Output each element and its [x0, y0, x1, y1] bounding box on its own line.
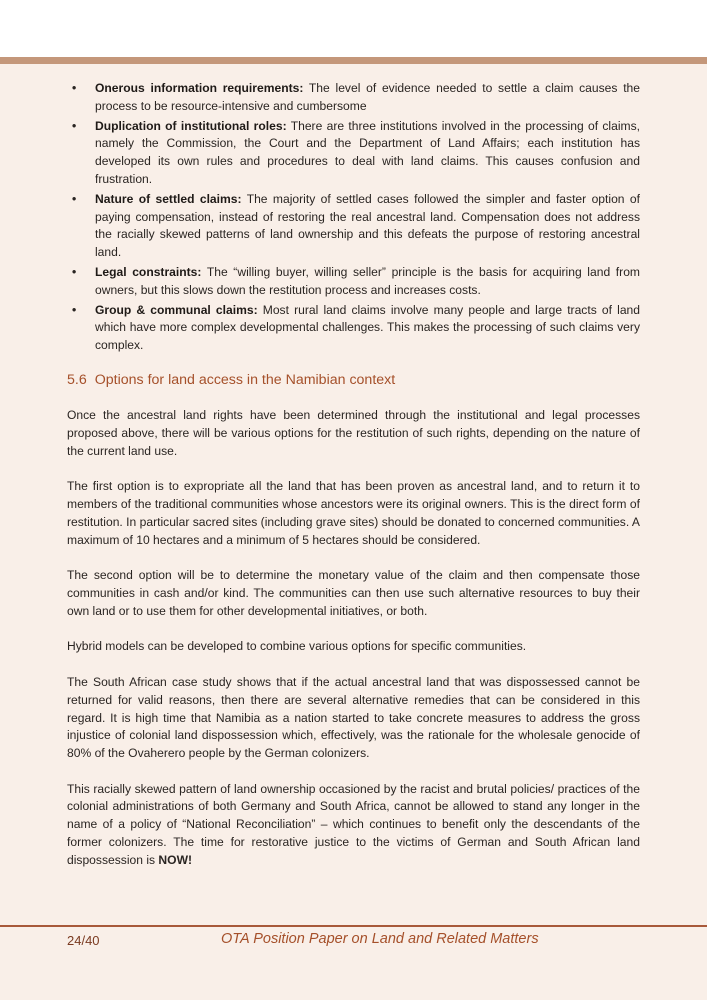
section-heading [67, 370, 640, 390]
bullet-text: The “willing buyer, willing seller” principle is the basis for acquiring land from owners, but this slows down the restitution process and increases costs. [95, 264, 640, 297]
bullet-title: Group & communal claims: [95, 302, 258, 317]
final-emphasis: NOW! [158, 852, 193, 867]
paragraph: The first option is to expropriate all the land that has been proven as ancestral land, and to return it to members of the traditional communities whose ancestors were its original owners. This is the direct form of restitution. In particular sacred sites (including grave sites) should be donated to concerned communities. A maximum of 10 hectares and a minimum of 5 hectares should be considered. [67, 479, 640, 547]
footer-title: OTA Position Paper on Land and Related Matters [221, 931, 539, 947]
challenges-list [67, 80, 640, 355]
bullet-icon: • [72, 264, 77, 279]
page-top-margin [0, 0, 707, 57]
list-item [67, 302, 640, 355]
bullet-icon: • [72, 118, 77, 133]
bullet-icon: • [72, 302, 77, 317]
header-band [0, 57, 707, 64]
bullet-title: Legal constraints: [95, 264, 202, 279]
section-number: 5.6 [67, 371, 87, 388]
paragraph: Hybrid models can be developed to combine various options for specific communities. [67, 639, 527, 654]
list-item [67, 80, 640, 116]
bullet-text: There are three institutions involved in the processing of claims, namely the Commission, the Court and the Department of Land Affairs; each institution has developed its own rules and procedures to deal with land claims. This causes confusion and frustration. [95, 118, 640, 186]
bullet-text: Most rural land claims involve many people and large tracts of land which have more complex developmental challenges. This makes the processing of such claims very complex. [95, 302, 640, 353]
paragraph: Once the ancestral land rights have been determined through the institutional and legal processes proposed above, there will be various options for the restitution of such rights, depending on the nature of the current land use. [67, 407, 640, 458]
final-paragraph-text: This racially skewed pattern of land ownership occasioned by the racist and brutal policies/ practices of the colonial administrations of both Germany and South Africa, cannot be allowed to stand any longer in the name of a policy of “National Reconciliation” – which continues to benefit only the descendants of the former colonizers. The time for restorative justice to the victims of German and South African land dispossession is [67, 781, 640, 867]
footer-rule [0, 925, 707, 927]
bullet-icon: • [72, 81, 77, 95]
bullet-text: The level of evidence needed to settle a claim causes the process to be resource-intensive and cumbersome [95, 81, 641, 113]
bullet-title: Duplication of institutional roles: [95, 118, 287, 133]
bullet-icon: • [72, 191, 77, 206]
bullet-title: Nature of settled claims: [95, 191, 242, 206]
bullet-title: Onerous information requirements: [95, 81, 304, 95]
final-paragraph [67, 781, 640, 870]
paragraph: The South African case study shows that if the actual ancestral land that was dispossessed cannot be returned for valid reasons, then there are several alternative remedies that can be considered in this regard. It is high time that Namibia as a nation started to take concrete measures to address the gross injustice of colonial land dispossession which, effectively, was the rationale for the wholesale genocide of 80% of the Ovaherero people by the German colonizers. [67, 674, 640, 761]
paragraph: The second option will be to determine the monetary value of the claim and then compensate those communities in cash and/or kind. The communities can then use such alternative resources to buy their own land or to use them for other developmental initiatives, or both. [67, 568, 640, 618]
document-body [67, 80, 640, 887]
list-item [67, 118, 640, 189]
list-item [67, 191, 640, 262]
page-number: 24/40 [67, 933, 100, 948]
bullet-text: The majority of settled cases followed the simpler and faster option of paying compensation, instead of restoring the real ancestral land. Compensation does not address the racially skewed patterns of land ownership and this defeats the purpose of restoring ancestral land. [95, 191, 640, 260]
list-item [67, 264, 640, 300]
section-title: Options for land access in the Namibian context [94, 371, 396, 388]
